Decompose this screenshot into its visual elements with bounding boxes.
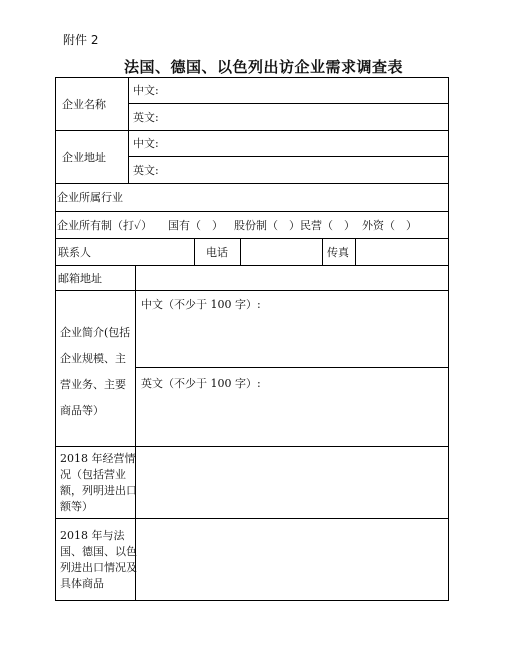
rule-contact-bottom — [55, 265, 449, 266]
email-field[interactable] — [138, 268, 446, 288]
rule-ownership-bottom — [55, 238, 449, 239]
profile-label: 企业简介(包括企业规模、主营业务、主要商品等） — [60, 326, 131, 417]
profile-en-label: 英文（不少于 100 字）: — [141, 377, 261, 390]
operations-2018-label: 2018 年经营情况（包括营业额，列明进出口额等） — [60, 452, 137, 513]
trade-2018-label: 2018 年与法国、德国、以色列进出口情况及具体商品 — [60, 529, 137, 590]
contact-person-label: 联系人 — [58, 246, 91, 259]
ownership-option-shareholding-private[interactable]: 股份制（ ）民营（ ） — [234, 219, 355, 232]
rule-contact-col2 — [240, 238, 241, 265]
rule-name-split — [128, 103, 449, 104]
rule-contact-col4 — [355, 238, 356, 265]
attachment-label: 附件 2 — [63, 33, 99, 47]
profile-cn-field[interactable] — [138, 312, 446, 364]
industry-field[interactable] — [132, 186, 446, 208]
rule-profile-bottom — [55, 446, 449, 447]
company-name-cn-field[interactable] — [162, 80, 446, 101]
phone-field[interactable] — [243, 240, 319, 263]
rule-label-col-upper — [128, 77, 129, 183]
profile-en-field[interactable] — [138, 391, 446, 443]
company-name-en-label: 英文: — [133, 111, 159, 124]
rule-industry-bottom — [55, 211, 449, 212]
company-address-label: 企业地址 — [62, 151, 106, 164]
company-address-cn-field[interactable] — [162, 133, 446, 154]
rule-address-split — [128, 156, 449, 157]
phone-label: 电话 — [206, 246, 228, 259]
fax-field[interactable] — [358, 240, 446, 263]
company-address-en-label: 英文: — [133, 164, 159, 177]
rule-contact-col1 — [194, 238, 195, 265]
fax-label: 传真 — [327, 246, 349, 259]
company-name-cn-label: 中文: — [133, 84, 159, 97]
company-address-en-field[interactable] — [162, 159, 446, 180]
rule-profile-split — [135, 367, 449, 368]
page-title: 法国、德国、以色列出访企业需求调查表 — [123, 58, 403, 76]
rule-operations-bottom — [55, 518, 449, 519]
trade-2018-field[interactable] — [138, 521, 446, 598]
email-label: 邮箱地址 — [58, 272, 102, 285]
rule-address-bottom — [55, 183, 449, 184]
rule-email-bottom — [55, 290, 449, 291]
ownership-option-state[interactable]: 国有（ ） — [168, 219, 223, 232]
company-name-en-field[interactable] — [162, 106, 446, 127]
company-name-label: 企业名称 — [62, 98, 106, 111]
industry-label: 企业所属行业 — [57, 191, 123, 204]
ownership-option-foreign[interactable]: 外资（ ） — [362, 219, 417, 232]
company-address-cn-label: 中文: — [133, 137, 159, 150]
profile-cn-label: 中文（不少于 100 字）: — [141, 298, 261, 311]
rule-name-bottom — [55, 130, 449, 131]
contact-person-field[interactable] — [136, 240, 192, 263]
ownership-label: 企业所有制（打✓） — [57, 219, 153, 232]
rule-contact-col3 — [322, 238, 323, 265]
operations-2018-field[interactable] — [138, 449, 446, 515]
